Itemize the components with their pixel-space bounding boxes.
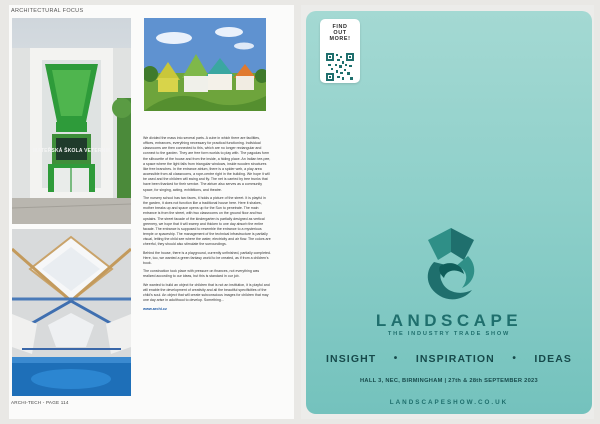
atrium-photo [12,229,131,396]
article-paragraph: Behind the house, there is a playground, currently unfinished, partially completed. Here, too, we wanted a green fantasy world to be created, as if from a children's book. [143,250,271,265]
atrium-illustration [12,229,131,396]
facade-illustration [12,18,131,224]
facade-sign-text: MATEŘSKÁ ŠKOLA VETERNIK [33,148,111,154]
pillar-insight: INSIGHT [326,353,377,365]
article-body [143,136,271,315]
pillar-ideas: IDEAS [534,353,572,365]
section-header: ARCHITECTURAL FOCUS [11,8,84,14]
pillars-row [326,353,572,365]
pillar-separator: • [512,353,517,364]
page-footer: ARCHI-TECH - PAGE 114 [11,400,69,405]
article-paragraph: The construction took place with pressure on finances, not everything was realized according to our ideas, but this is standard in our job. [143,269,260,279]
qr-code-icon[interactable] [326,53,354,81]
architect-website-link[interactable]: www.archi.cz [143,306,167,311]
pillar-separator: • [393,353,399,364]
event-website-link[interactable]: LANDSCAPESHOW.CO.UK [389,399,509,406]
brand-name: LANDSCAPE [375,311,523,330]
garden-illustration [144,18,266,111]
pillar-inspiration: INSPIRATION [415,353,495,365]
brand-tagline: THE INDUSTRY TRADE SHOW [387,331,511,337]
garden-pagodas-photo [144,18,266,111]
facade-photo [12,18,131,224]
article-paragraph: We divided the mass into several parts. A cube in which there are facilities, offices, entrances, everything necessary for practical functioning. Individual classrooms are then connected to this, which are no longer rectangular and connect to the garden. They are free form worlds to play with. The pagodas form the silhouette of the house and from the inside, a hiding place. An Indian tee-pee, a space where the light falls from triangular windows, inside wooden structures like free branches. In the entrance atrium, there is a spider web, a play area accessible from all classrooms, a rope-centre right in the building. We hope it will be used and the children will swing and fly. The net is carried by tree trunks that have been thanked for their service. The atrium also serves as a community space, for singing, acting, exhibitions, and theatre. [143,136,271,192]
landscape-logo-icon [416,226,486,308]
qr-title: FIND OUT MORE! [329,24,351,43]
event-details: HALL 3, NEC, BIRMINGHAM | 27th & 28th SEPTEMBER 2023 [360,378,538,384]
article-paragraph: We wanted to build an object for children that is not an institution, it is playful and will enable the development of creativity and all the beautiful specificities of the child's soul. An object that will create subconscious images for children that may one day arise in adulthood to develop. Something... [143,282,270,303]
qr-card[interactable] [320,19,360,83]
article-paragraph: The nursery school has two faces, it holds a picture of the street. It is playful in the garden, it does not function like a traditional house here. Here it shakes, mother breaks up and space opens up for the Sun to penetrate. The main entrance is from the street, with two classrooms on the ground floor and two upstairs. The street facade of the kindergarten is partially designed as vertical greenery, we hope that it will sweep and thicken to one day absorb the entire facade. The entrance is supposed to resemble the entrance to a mysterious temple or spaceship. The management of the technical infrastructure is partially visual, letting the child see where the water, electricity and air flow. The colors are cheerful, they should also stimulate the surroundings. [143,195,271,247]
landscape-show-advert [306,11,592,414]
